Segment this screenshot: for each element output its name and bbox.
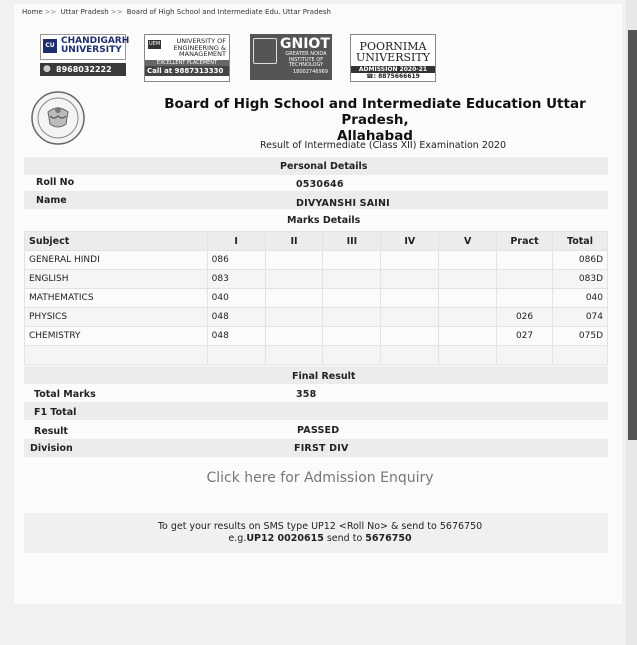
sms-instruction: To get your results on SMS type UP12 <Roll No> & send to 5676750 (157, 521, 483, 532)
table-row (25, 327, 608, 346)
result-value: PASSED (297, 425, 340, 436)
admission-enquiry-link[interactable]: Click here for Admission Enquiry (206, 470, 434, 486)
column-header: V (439, 232, 497, 251)
total-marks-label: Total Marks (34, 389, 96, 400)
name-value: DIVYANSHI SAINI (296, 198, 390, 209)
marks-i-cell: 083 (207, 270, 265, 289)
gniot-subtitle: GREATER NOIDA INSTITUTE OF TECHNOLOGY (285, 51, 327, 68)
column-header: Subject (25, 232, 208, 251)
pract-cell (497, 251, 553, 270)
page-edge (626, 0, 637, 645)
pract-cell: 027 (497, 327, 553, 346)
ad-uem[interactable] (144, 34, 230, 82)
board-title: Board of High School and Intermediate Education Uttar Pradesh, Allahabad (164, 96, 586, 144)
total-cell: 074 (553, 308, 608, 327)
exam-title: Result of Intermediate (Class XII) Examination 2020 (260, 140, 506, 151)
breadcrumb-state[interactable]: Uttar Pradesh (60, 8, 109, 16)
pract-cell: 026 (497, 308, 553, 327)
gniot-phone: 18002746969 (293, 68, 328, 75)
breadcrumb-home[interactable]: Home (22, 8, 43, 16)
final-result-heading: Final Result (292, 371, 356, 382)
total-cell: 083D (553, 270, 608, 289)
table-row (25, 308, 608, 327)
marks-i-cell: 086 (207, 251, 265, 270)
division-label: Division (30, 443, 73, 454)
total-cell: 086D (553, 251, 608, 270)
roll-no-label: Roll No (36, 177, 75, 188)
breadcrumb-separator: >> (44, 8, 57, 16)
division-value: FIRST DIV (294, 443, 349, 454)
total-cell: 040 (553, 289, 608, 308)
marks-table (24, 231, 608, 365)
chandigarh-logo: CU CHANDIGARH UNIVERSITY (40, 34, 126, 60)
total-cell: 075D (553, 327, 608, 346)
poornima-name: POORNIMA UNIVERSITY (356, 40, 430, 64)
board-emblem-icon (30, 90, 86, 146)
column-header: Pract (497, 232, 553, 251)
subject-cell: CHEMISTRY (25, 327, 208, 346)
subject-cell: PHYSICS (25, 308, 208, 327)
uem-call: Call at 9887313330 (145, 66, 229, 76)
table-row (25, 270, 608, 289)
breadcrumb-current: Board of High School and Intermediate Edu. Uttar Pradesh (126, 8, 331, 16)
marks-i-cell: 048 (207, 308, 265, 327)
table-row-empty (25, 346, 608, 365)
name-label: Name (36, 195, 67, 206)
ad-chandigarh-university[interactable] (40, 34, 130, 80)
total-marks-value: 358 (296, 389, 317, 400)
personal-details-heading: Personal Details (280, 161, 368, 172)
subject-cell: GENERAL HINDI (25, 251, 208, 270)
poornima-phone: ☎: 8875666619 (366, 73, 420, 80)
column-header: Total (553, 232, 608, 251)
chandigarh-phone: ● 8968032222 (40, 63, 126, 76)
roll-no-value: 0530646 (296, 179, 344, 190)
uem-name: UEM UNIVERSITY OF ENGINEERING & MANAGEMENT (145, 35, 229, 58)
ad-poornima-university[interactable] (350, 34, 436, 82)
subject-cell: MATHEMATICS (25, 289, 208, 308)
marks-i-cell: 040 (207, 289, 265, 308)
poornima-admission: ADMISSION 2020-21 (351, 66, 435, 73)
pract-cell (497, 270, 553, 289)
uem-strip: EXCELLENT PLACEMENT (145, 60, 229, 66)
column-header: III (323, 232, 381, 251)
marks-i-cell: 048 (207, 327, 265, 346)
marks-details-heading: Marks Details (287, 215, 361, 226)
marks-header-row (25, 232, 608, 251)
gniot-title: GNIOT (280, 36, 330, 52)
breadcrumb (22, 8, 333, 16)
column-header: II (265, 232, 323, 251)
column-header: IV (381, 232, 439, 251)
gniot-badge-icon (253, 38, 277, 64)
subject-cell: ENGLISH (25, 270, 208, 289)
pract-cell (497, 289, 553, 308)
f1-row-band (24, 402, 608, 420)
ad-gniot[interactable] (250, 34, 332, 80)
column-header: I (207, 232, 265, 251)
table-row (25, 289, 608, 308)
result-label: Result (34, 426, 68, 437)
f1-total-label: F1 Total (34, 407, 77, 418)
sms-example: e.g.UP12 0020615 send to 5676750 (228, 533, 412, 544)
table-row (25, 251, 608, 270)
breadcrumb-separator: >> (110, 8, 123, 16)
